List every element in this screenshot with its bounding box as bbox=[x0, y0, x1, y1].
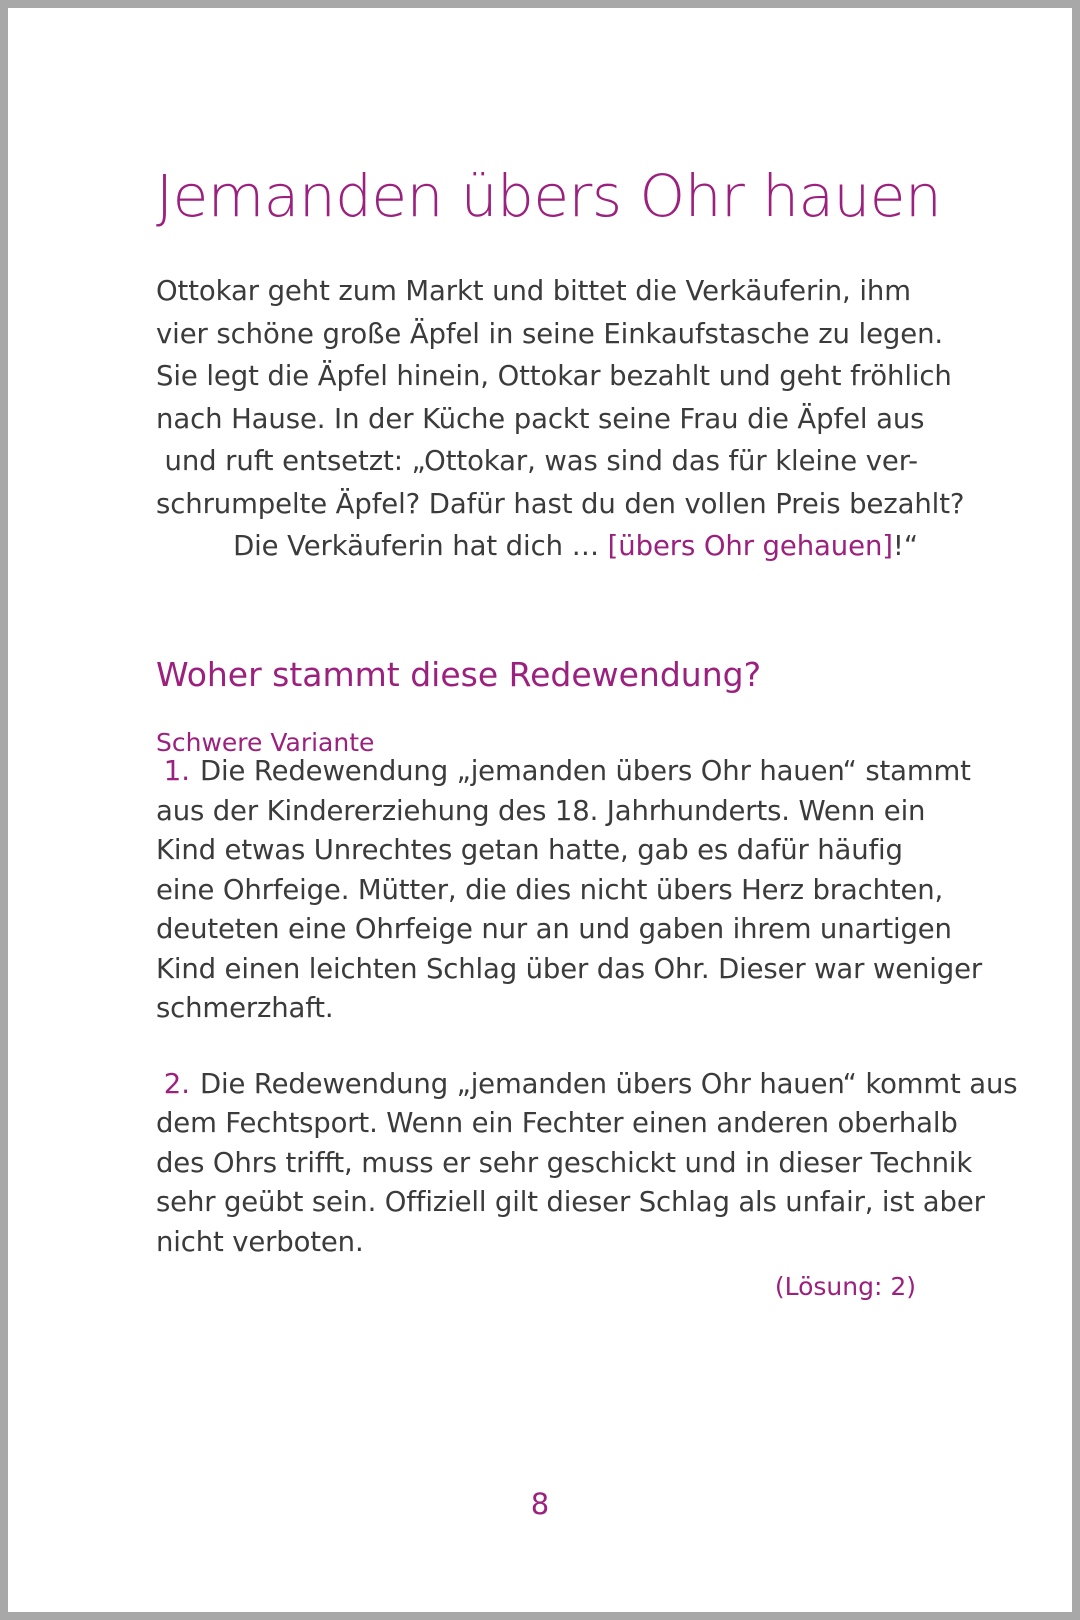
page-title: Jemanden übers Ohr hauen bbox=[156, 161, 942, 230]
variant-list bbox=[156, 752, 1018, 1298]
list-item-marker: 1. bbox=[163, 755, 190, 787]
list-item-line: Kind einen leichten Schlag über das Ohr. Dieser war weniger bbox=[156, 952, 982, 985]
list-item-line: dem Fechtsport. Wenn ein Fechter einen anderen oberhalb bbox=[156, 1107, 958, 1139]
intro-line-7-suffix: !“ bbox=[892, 530, 918, 562]
list-item-line: Kind etwas Unrechtes getan hatte, gab es dafür häufig bbox=[156, 834, 903, 866]
intro-line-2: vier schöne große Äpfel in seine Einkaufstasche zu legen. bbox=[156, 317, 944, 350]
list-item-line: nicht verboten. bbox=[156, 1225, 364, 1258]
intro-line-1: Ottokar geht zum Markt und bittet die Verkäuferin, ihm bbox=[156, 275, 911, 307]
intro-paragraph bbox=[156, 270, 965, 568]
list-item-line: Die Redewendung „jemanden übers Ohr hauen“ stammt bbox=[200, 755, 971, 787]
sub-heading: Schwere Variante bbox=[156, 728, 375, 757]
list-item bbox=[156, 1065, 1018, 1263]
page-number: 8 bbox=[530, 1487, 550, 1521]
list-item-line: Die Redewendung „jemanden übers Ohr hauen“ kommt aus bbox=[200, 1067, 1018, 1100]
intro-line-3: Sie legt die Äpfel hinein, Ottokar bezahlt und geht fröhlich bbox=[156, 360, 952, 392]
intro-line-6: schrumpelte Äpfel? Dafür hast du den vollen Preis bezahlt? bbox=[156, 487, 965, 520]
list-item-line: schmerzhaft. bbox=[156, 992, 334, 1024]
list-item-body bbox=[156, 1065, 1018, 1263]
list-item-body bbox=[156, 752, 982, 1029]
highlighted-idiom: [übers Ohr gehauen] bbox=[607, 530, 893, 562]
page-content bbox=[156, 8, 1018, 1612]
book-page bbox=[8, 8, 1072, 1612]
list-item-line: deuteten eine Ohrfeige nur an und gaben ihrem unartigen bbox=[156, 913, 952, 945]
list-item-line: sehr geübt sein. Offiziell gilt dieser Schlag als unfair, ist aber bbox=[156, 1186, 985, 1218]
intro-line-7-prefix: Die Verkäuferin hat dich … bbox=[233, 530, 608, 562]
list-item-line: des Ohrs trifft, muss er sehr geschickt und in dieser Technik bbox=[156, 1146, 973, 1179]
intro-line-7 bbox=[156, 525, 918, 568]
section-heading: Woher stammt diese Redewendung? bbox=[156, 655, 762, 695]
list-item-marker: 2. bbox=[163, 1067, 190, 1100]
list-item-line: aus der Kindererziehung des 18. Jahrhunderts. Wenn ein bbox=[156, 794, 926, 827]
solution-note: (Lösung: 2) bbox=[774, 1272, 916, 1301]
intro-line-4: nach Hause. In der Küche packt seine Frau die Äpfel aus bbox=[156, 402, 925, 435]
list-item-line: eine Ohrfeige. Mütter, die dies nicht übers Herz brachten, bbox=[156, 873, 944, 906]
intro-line-5: und ruft entsetzt: „Ottokar, was sind das für kleine ver- bbox=[164, 445, 918, 477]
list-item bbox=[156, 752, 982, 1029]
